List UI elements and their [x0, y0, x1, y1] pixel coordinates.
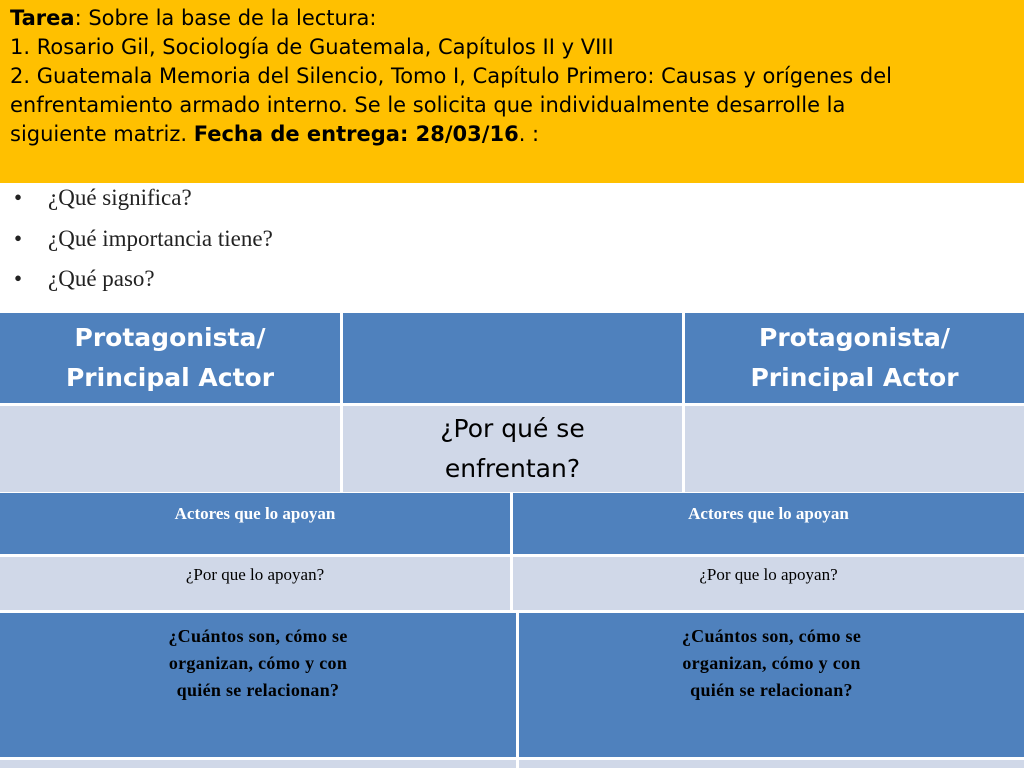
organization-left-next-row — [0, 760, 516, 768]
org-question-line: organizan, cómo y con — [682, 653, 861, 673]
task-label: Tarea — [10, 6, 75, 30]
questions-list — [14, 178, 273, 300]
protagonist-right-header — [685, 313, 1024, 403]
question-item — [14, 178, 273, 219]
org-question-line: quién se relacionan? — [176, 680, 340, 700]
conflict-question-cell — [343, 406, 682, 492]
question-text: ¿Qué importancia tiene? — [48, 225, 273, 251]
org-question-line: ¿Cuántos son, cómo se — [681, 626, 862, 646]
header-line: Protagonista/ — [74, 323, 266, 352]
bullet-icon: • — [14, 266, 23, 291]
task-intro-line — [10, 4, 1014, 33]
task-matrix-text: siguiente matriz. — [10, 122, 194, 146]
question-item — [14, 219, 273, 260]
question-text: ¿Qué paso? — [48, 266, 155, 291]
right-body-empty — [685, 406, 1024, 492]
supporters-right-question: ¿Por que lo apoyan? — [513, 557, 1024, 610]
task-reading-2: 2. Guatemala Memoria del Silencio, Tomo I, Capítulo Primero: Causas y orígenes del — [10, 64, 892, 88]
supporters-right-header: Actores que lo apoyan — [513, 493, 1024, 554]
task-end-text: . : — [518, 122, 540, 146]
header-line: Principal Actor — [65, 363, 275, 392]
task-final-line — [10, 120, 1014, 149]
left-body-empty — [0, 406, 340, 492]
task-deadline: Fecha de entrega: 28/03/16 — [193, 122, 519, 146]
org-question-line: organizan, cómo y con — [168, 653, 348, 673]
question-item — [14, 259, 273, 300]
task-intro: : Sobre la base de la lectura: — [74, 6, 377, 30]
header-line: Protagonista/ — [759, 323, 950, 352]
organization-right-next-row — [519, 760, 1024, 768]
task-reading-1: 1. Rosario Gil, Sociología de Guatemala, Capítulos II y VIII — [10, 35, 614, 59]
organization-left-cell — [0, 613, 516, 757]
supporters-left-header: Actores que lo apoyan — [0, 493, 510, 554]
middle-header-empty — [343, 313, 682, 403]
question-line: ¿Por qué se — [440, 414, 585, 443]
header-line: Principal Actor — [750, 363, 959, 392]
task-reading-2-cont: enfrentamiento armado interno. Se le solicita que individualmente desarrolle la — [10, 93, 846, 117]
bullet-icon: • — [14, 185, 23, 210]
supporters-left-question: ¿Por que lo apoyan? — [0, 557, 510, 610]
task-instructions-box — [0, 0, 1024, 183]
organization-right-cell — [519, 613, 1024, 757]
question-line: enfrentan? — [444, 454, 581, 483]
org-question-line: quién se relacionan? — [690, 680, 853, 700]
bullet-icon: • — [14, 225, 23, 251]
question-text: ¿Qué significa? — [48, 185, 192, 210]
protagonist-left-header — [0, 313, 340, 403]
org-question-line: ¿Cuántos son, cómo se — [168, 626, 348, 646]
